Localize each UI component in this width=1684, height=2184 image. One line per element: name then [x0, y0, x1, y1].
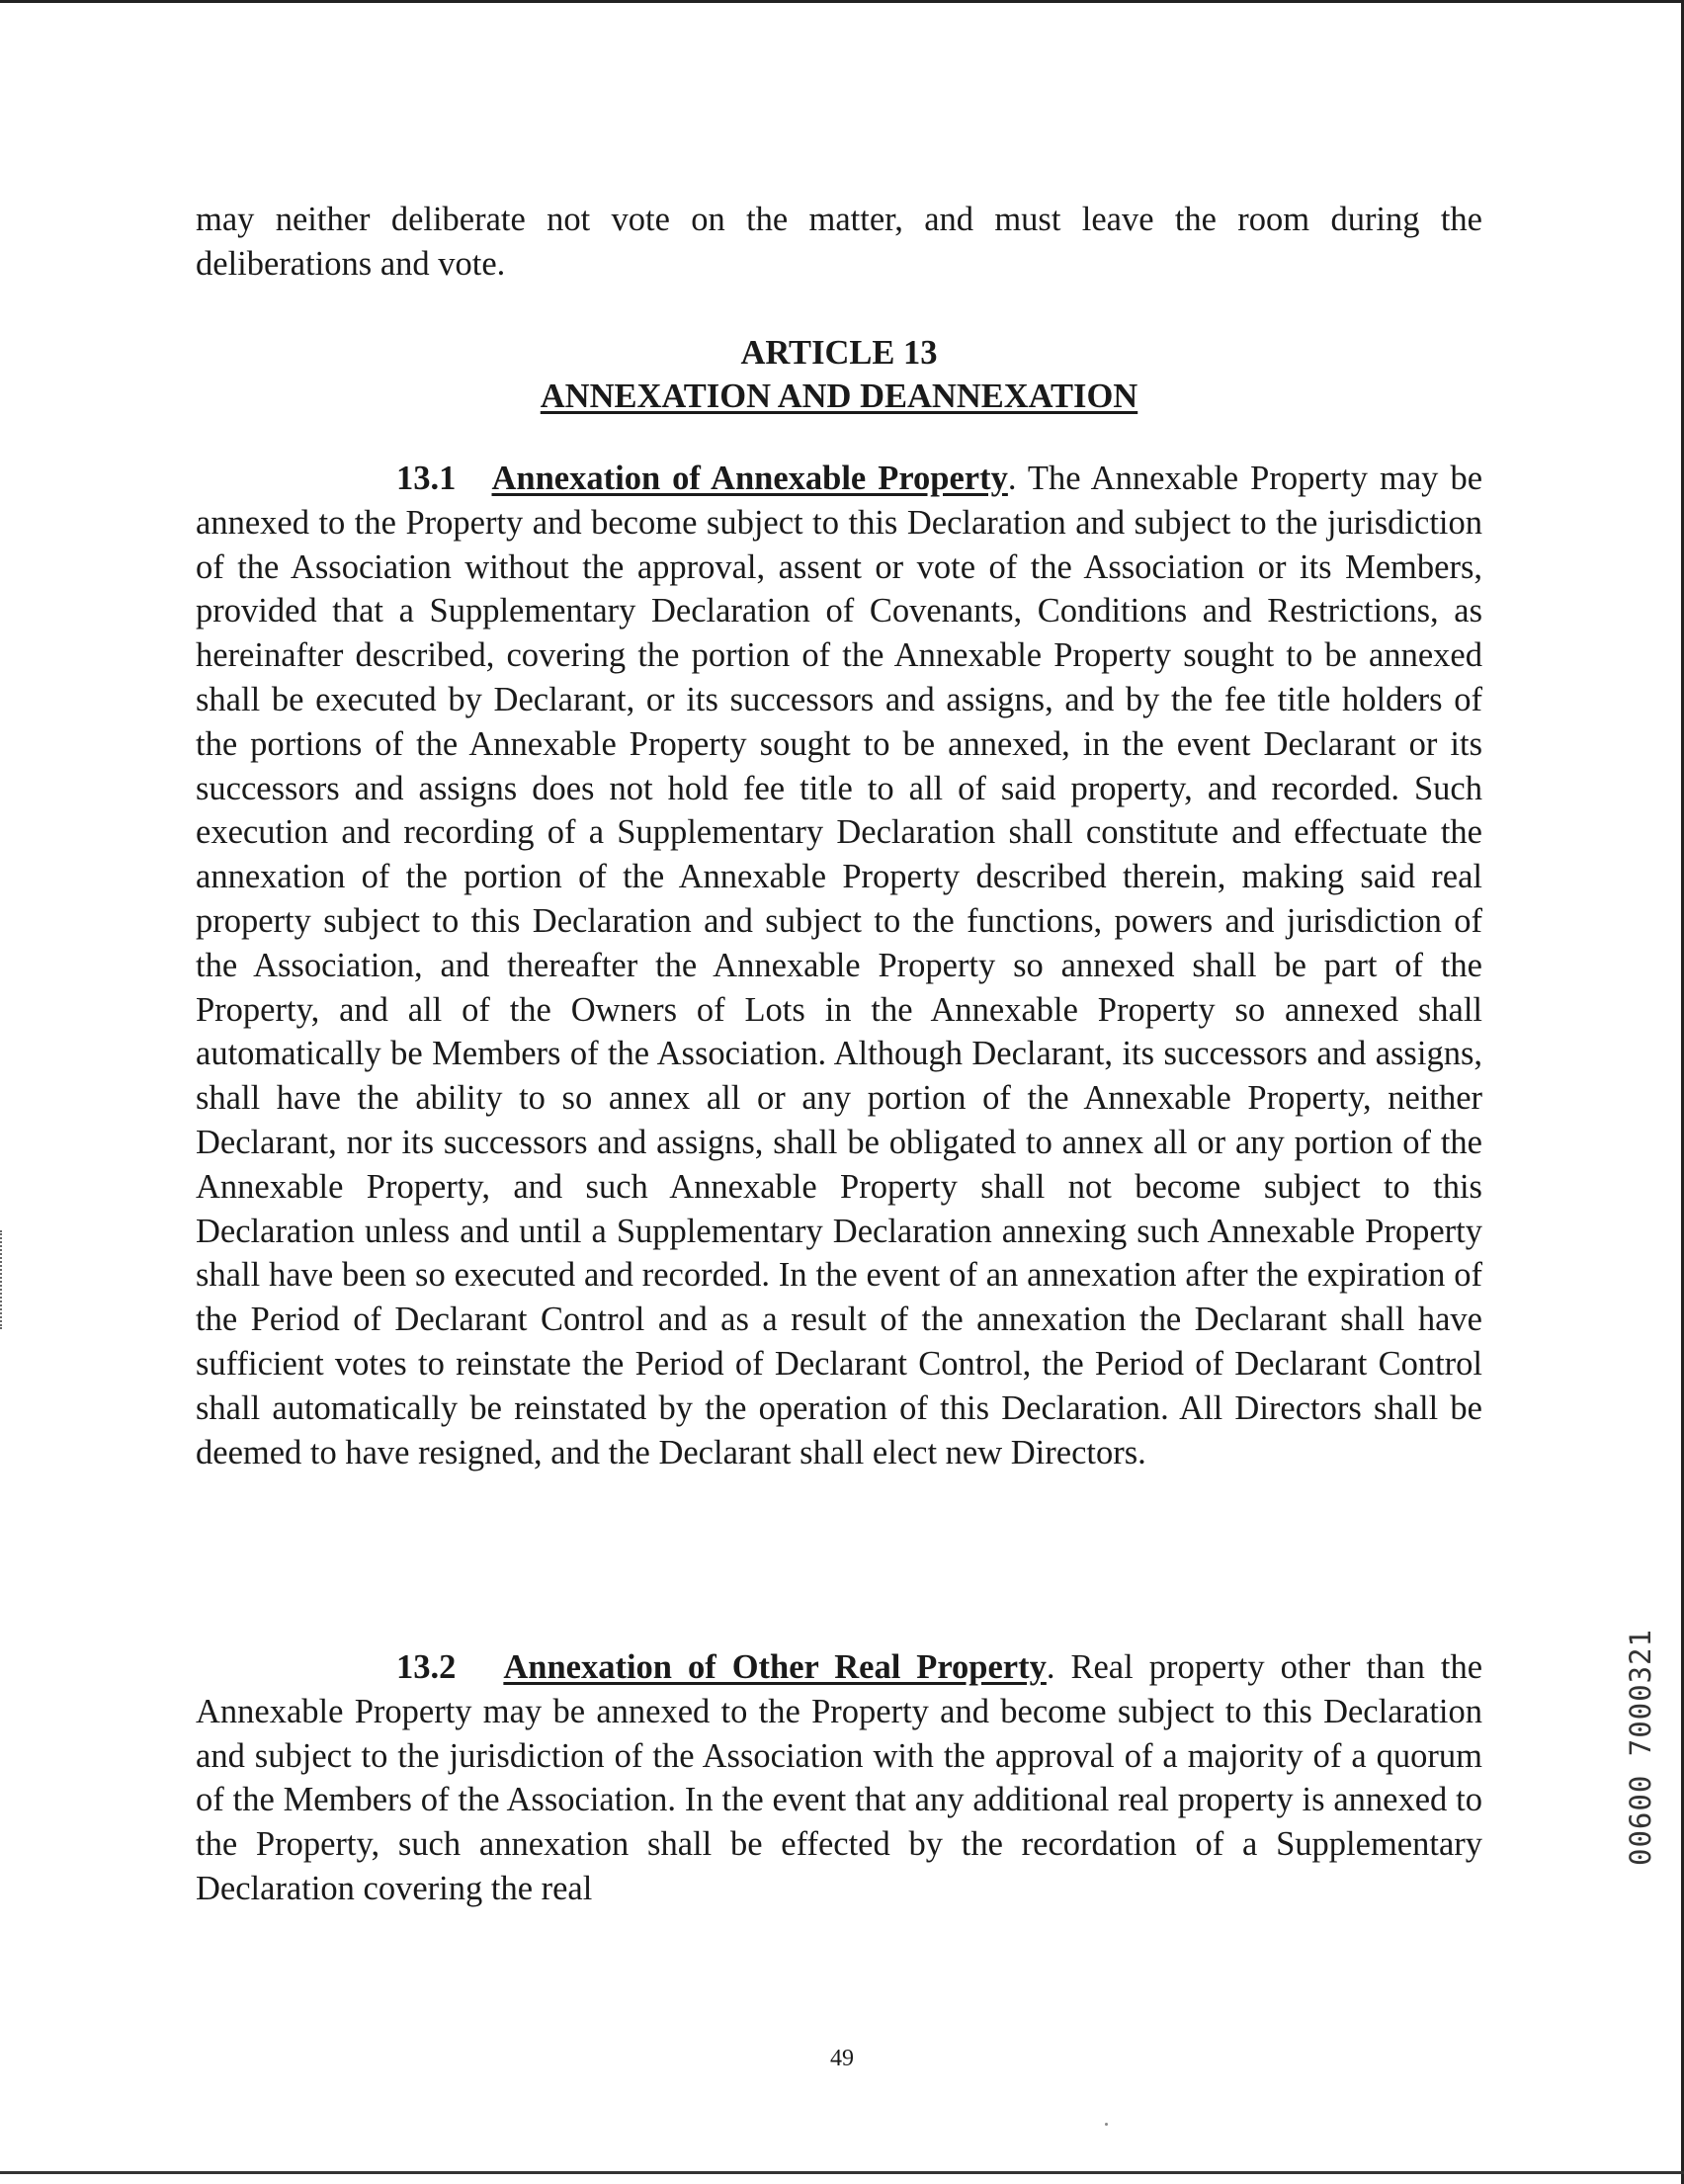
section-13-2-number: 13.2 [396, 1648, 457, 1686]
section-13-1-text: . The Annexable Property may be annexed to the Property and become subject to this Declaration and subject to the jurisdiction of the Association without the approval, assent or vote of the Association or its Members, provided that a Supplementary Declaration of Covenants, Conditions and Restrictions, as hereinafter described, covering the portion of the Annexable Property sought to be annexed shall be executed by Declarant, or its successors and assigns, and by the fee title holders of the portions of the Annexable Property sought to be annexed, in the event Declarant or its successors and assigns does not hold fee title to all of said property, and recorded. Such execution and recording of a Supplementary Declaration shall constitute and effectuate the annexation of the portion of the Annexable Property described therein, making said real property subject to this Declaration and subject to the functions, powers and jurisdiction of the Association, and thereafter the Annexable Property so annexed shall be part of the Property, and all of the Owners of Lots in the Annexable Property so annexed shall automatically be Members of the Association. Although Declarant, its successors and assigns, shall have the ability to so annex all or any portion of the Annexable Property, neither Declarant, nor its successors and assigns, shall be obligated to annex all or any portion of the Annexable Property, and such Annexable Property shall not become subject to this Declaration unless and until a Supplementary Declaration annexing such Annexable Property shall have been so executed and recorded. In the event of an annexation after the expiration of the Period of Declarant Control and as a result of the annexation the Declarant shall have sufficient votes to reinstate the Period of Declarant Control, the Period of Declarant Control shall automatically be reinstated by the operation of this Declaration. All Directors shall be deemed to have resigned, and the Declarant shall elect new Directors. [196, 460, 1483, 1471]
left-margin-marks [0, 1230, 6, 1329]
section-13-1-paragraph [196, 457, 1482, 1474]
article-title [196, 375, 1482, 418]
section-13-1-number: 13.1 [396, 460, 457, 497]
section-13-2-text: . Real property other than the Annexable Property may be annexed to the Property and become subject to this Declaration and subject to the jurisdiction of the Association with the approval of a majority of a quorum of the Members of the Association. In the event that any additional real property is annexed to the Property, such annexation shall be effected by the recordation of a Supplementary Declaration covering the real [196, 1648, 1483, 1907]
side-stamp [1624, 1589, 1663, 1866]
page-number: 49 [830, 2046, 854, 2071]
intro-paragraph: may neither deliberate not vote on the matter, and must leave the room during the deliberations and vote. [196, 201, 1482, 283]
page-bottom-border [0, 2171, 1684, 2174]
side-stamp-text: 00600 7000321 [1624, 1629, 1657, 1866]
article-title-text: ANNEXATION AND DEANNEXATION [540, 378, 1138, 415]
page-top-border [0, 0, 1684, 3]
section-13-2-paragraph [196, 1645, 1482, 1911]
section-13-2-title: Annexation of Other Real Property [503, 1648, 1047, 1686]
scan-speck [1105, 2123, 1108, 2126]
section-13-1-title: Annexation of Annexable Property [491, 460, 1008, 497]
article-heading: ARTICLE 13 [740, 334, 938, 372]
